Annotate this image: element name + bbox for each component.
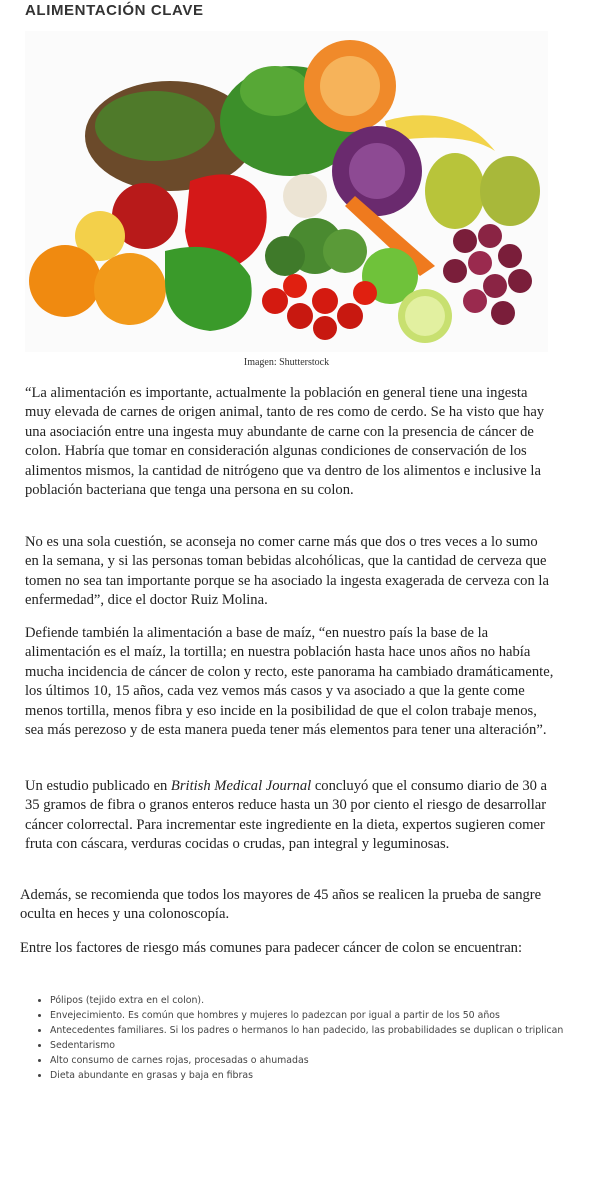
article-paragraph-3: Defiende también la alimentación a base de maíz, “en nuestro país la base de la alimentación es el maíz, la tortilla; en nuestra población hasta hace unos años no había mucha incidencia de cáncer de colon y recto, este panorama ha cambiado dramáticamente, los últimos 10, 15 años, cada vez vemos más casos y va asociado a que la gente come menos tortilla, menos fibra y eso incide en la posibilidad de que el colon trabaje menos, sea más perezoso y de esta manera pueda tener más elementos para tener una alteración”. [25,625,554,739]
list-item: • Envejecimiento. Es común que hombres y mujeres lo padezcan por igual a partir de los 50 años [50,1008,570,1023]
list-item: • Sedentarismo [50,1038,570,1053]
article-paragraph-4 [25,777,555,855]
list-item: • Antecedentes familiares. Si los padres o hermanos lo han padecido, las probabilidades se duplican o triplican [50,1023,570,1038]
paragraph-4-rest: concluyó que el consumo diario de 30 a 35 gramos de fibra o granos enteros reduce hasta un 30 por ciento el riesgo de desarrollar cáncer colorrectal. Para incrementar este ingrediente en la dieta, expertos sugieren comer fruta con cáscara, verduras cocidas o crudas, pan integral y leguminosas. [25,778,548,853]
article-paragraph-6: Entre los factores de riesgo más comunes para padecer cáncer de colon se encuentran: [20,940,523,956]
risk-factors-list [34,993,570,1083]
vegetables-fruits-photo [25,31,548,352]
article-paragraph-1: “La alimentación es importante, actualmente la población en general tiene una ingesta muy elevada de carnes de origen animal, tanto de res como de cerdo. Se ha visto que hay una asociación entre una ingesta muy abundante de carne con la presencia de cáncer de colon. Habría que tomar en consideración algunas condiciones de conservación de los alimentos mismos, la cantidad de nitrógeno que va dentro de los alimentos e inclusive la población bacteriana que tenga una persona en su colon. [25,385,545,499]
article-paragraph-2: No es una sola cuestión, se aconseja no comer carne más que dos o tres veces a lo sumo en la semana, y si las personas toman bebidas alcohólicas, que la cantidad de cerveza que tomen no sea tan importante porque se ha asociado la ingesta exagerada de cerveza con la enfermedad”, dice el doctor Ruiz Molina. [25,534,549,609]
list-item: • Dieta abundante en grasas y baja en fibras [50,1068,570,1083]
section-title: ALIMENTACIÓN CLAVE [25,2,204,19]
list-item: • Pólipos (tejido extra en el colon). [50,993,570,1008]
image-caption: Imagen: Shutterstock [243,357,330,368]
journal-name: British Medical Journal [170,778,312,794]
list-item: • Alto consumo de carnes rojas, procesadas o ahumadas [50,1053,570,1068]
paragraph-4-lead: Un estudio publicado en [25,778,171,794]
produce-illustration [25,31,548,352]
article-paragraph-5: Además, se recomienda que todos los mayores de 45 años se realicen la prueba de sangre oculta en heces y una colonoscopía. [20,887,542,923]
